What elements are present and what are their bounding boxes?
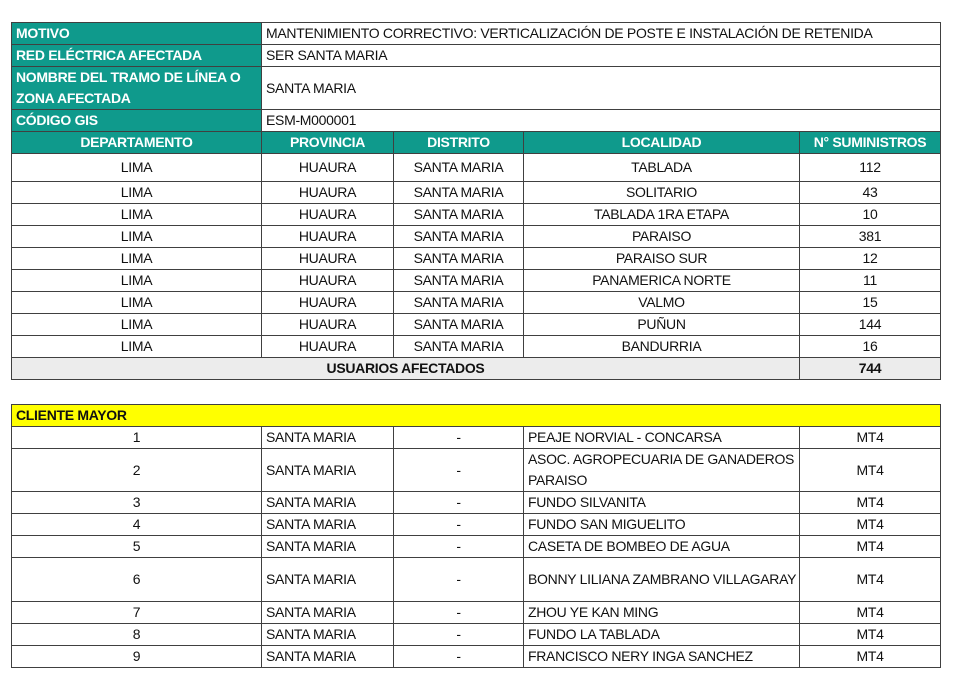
cell-distrito[interactable]: SANTA MARIA <box>394 270 524 292</box>
cell-departamento[interactable]: LIMA <box>12 314 262 336</box>
cell-departamento[interactable]: LIMA <box>12 182 262 204</box>
cell-localidad[interactable]: TABLADA <box>524 154 800 182</box>
cliente-row <box>12 449 941 492</box>
cell-tipo[interactable]: MT4 <box>800 514 941 536</box>
gis-label: CÓDIGO GIS <box>12 110 262 132</box>
cell-number[interactable]: 4 <box>12 514 262 536</box>
cell-dash[interactable]: - <box>394 492 524 514</box>
cell-dash[interactable]: - <box>394 514 524 536</box>
cell-localidad[interactable]: PANAMERICA NORTE <box>524 270 800 292</box>
cell-departamento[interactable]: LIMA <box>12 336 262 358</box>
spacer <box>11 380 940 404</box>
cell-departamento[interactable]: LIMA <box>12 204 262 226</box>
cell-distrito[interactable]: SANTA MARIA <box>394 182 524 204</box>
cell-tipo[interactable]: MT4 <box>800 602 941 624</box>
cliente-row <box>12 646 941 668</box>
cell-suministros[interactable]: 43 <box>800 182 941 204</box>
cell-localidad[interactable]: SOLITARIO <box>524 182 800 204</box>
cell-provincia[interactable]: HUAURA <box>262 314 394 336</box>
info-table <box>11 22 941 380</box>
cell-departamento[interactable]: LIMA <box>12 154 262 182</box>
cell-distrito[interactable]: SANTA MARIA <box>262 492 394 514</box>
cell-distrito[interactable]: SANTA MARIA <box>262 624 394 646</box>
cell-provincia[interactable]: HUAURA <box>262 270 394 292</box>
cell-provincia[interactable]: HUAURA <box>262 336 394 358</box>
cell-number[interactable]: 2 <box>12 449 262 492</box>
total-row <box>12 358 941 380</box>
header-distrito: DISTRITO <box>394 132 524 154</box>
table-row <box>12 314 941 336</box>
table-row <box>12 336 941 358</box>
header-localidad: LOCALIDAD <box>524 132 800 154</box>
header-departamento: DEPARTAMENTO <box>12 132 262 154</box>
red-row <box>12 45 941 67</box>
cell-tipo[interactable]: MT4 <box>800 624 941 646</box>
cell-distrito[interactable]: SANTA MARIA <box>394 204 524 226</box>
table-row <box>12 182 941 204</box>
cliente-row <box>12 558 941 602</box>
cell-distrito[interactable]: SANTA MARIA <box>262 514 394 536</box>
cell-distrito[interactable]: SANTA MARIA <box>394 154 524 182</box>
cell-provincia[interactable]: HUAURA <box>262 226 394 248</box>
cell-number[interactable]: 1 <box>12 427 262 449</box>
cell-departamento[interactable]: LIMA <box>12 248 262 270</box>
cell-provincia[interactable]: HUAURA <box>262 248 394 270</box>
cell-suministros[interactable]: 10 <box>800 204 941 226</box>
table-row <box>12 204 941 226</box>
cell-localidad[interactable]: PUÑUN <box>524 314 800 336</box>
cell-provincia[interactable]: HUAURA <box>262 292 394 314</box>
cell-localidad[interactable]: TABLADA 1RA ETAPA <box>524 204 800 226</box>
cell-dash[interactable]: - <box>394 624 524 646</box>
total-value[interactable]: 744 <box>800 358 941 380</box>
table-row <box>12 292 941 314</box>
cell-number[interactable]: 7 <box>12 602 262 624</box>
spreadsheet <box>11 22 940 668</box>
cell-distrito[interactable]: SANTA MARIA <box>262 427 394 449</box>
cell-dash[interactable]: - <box>394 558 524 602</box>
tramo-label: NOMBRE DEL TRAMO DE LÍNEA O ZONA AFECTADA <box>12 67 262 110</box>
cell-number[interactable]: 3 <box>12 492 262 514</box>
cell-localidad[interactable]: PARAISO <box>524 226 800 248</box>
cell-tipo[interactable]: MT4 <box>800 558 941 602</box>
cell-suministros[interactable]: 11 <box>800 270 941 292</box>
header-row <box>12 132 941 154</box>
cliente-row <box>12 427 941 449</box>
cell-number[interactable]: 6 <box>12 558 262 602</box>
cell-tipo[interactable]: MT4 <box>800 646 941 668</box>
cliente-row <box>12 624 941 646</box>
cell-client-name[interactable]: FRANCISCO NERY INGA SANCHEZ <box>524 646 800 668</box>
table-row <box>12 154 941 182</box>
cell-distrito[interactable]: SANTA MARIA <box>262 602 394 624</box>
cell-distrito[interactable]: SANTA MARIA <box>394 292 524 314</box>
cliente-mayor-title: CLIENTE MAYOR <box>12 405 941 427</box>
cell-client-name[interactable]: FUNDO SAN MIGUELITO <box>524 514 800 536</box>
cell-localidad[interactable]: PARAISO SUR <box>524 248 800 270</box>
cell-dash[interactable]: - <box>394 646 524 668</box>
cell-client-name[interactable]: ZHOU YE KAN MING <box>524 602 800 624</box>
cell-tipo[interactable]: MT4 <box>800 427 941 449</box>
cliente-row <box>12 514 941 536</box>
cell-tipo[interactable]: MT4 <box>800 449 941 492</box>
cell-localidad[interactable]: VALMO <box>524 292 800 314</box>
gis-row <box>12 110 941 132</box>
cell-client-name[interactable]: BONNY LILIANA ZAMBRANO VILLAGARAY <box>524 558 800 602</box>
cell-departamento[interactable]: LIMA <box>12 226 262 248</box>
cell-dash[interactable]: - <box>394 536 524 558</box>
cliente-mayor-title-row <box>12 405 941 427</box>
cell-distrito[interactable]: SANTA MARIA <box>262 449 394 492</box>
gis-value[interactable]: ESM-M000001 <box>262 110 941 132</box>
header-provincia: PROVINCIA <box>262 132 394 154</box>
cell-distrito[interactable]: SANTA MARIA <box>394 226 524 248</box>
cliente-row <box>12 492 941 514</box>
cell-client-name[interactable]: FUNDO LA TABLADA <box>524 624 800 646</box>
cell-distrito[interactable]: SANTA MARIA <box>394 314 524 336</box>
cell-provincia[interactable]: HUAURA <box>262 182 394 204</box>
cell-dash[interactable]: - <box>394 449 524 492</box>
red-value[interactable]: SER SANTA MARIA <box>262 45 941 67</box>
table-row <box>12 248 941 270</box>
cell-number[interactable]: 9 <box>12 646 262 668</box>
cell-suministros[interactable]: 15 <box>800 292 941 314</box>
cell-tipo[interactable]: MT4 <box>800 536 941 558</box>
cell-number[interactable]: 8 <box>12 624 262 646</box>
cell-suministros[interactable]: 112 <box>800 154 941 182</box>
motivo-row <box>12 23 941 45</box>
cell-distrito[interactable]: SANTA MARIA <box>394 248 524 270</box>
cell-suministros[interactable]: 16 <box>800 336 941 358</box>
cell-number[interactable]: 5 <box>12 536 262 558</box>
tramo-row <box>12 67 941 110</box>
cell-distrito[interactable]: SANTA MARIA <box>262 558 394 602</box>
cell-client-name[interactable]: ASOC. AGROPECUARIA DE GANADEROS PARAISO <box>524 449 800 492</box>
cell-suministros[interactable]: 381 <box>800 226 941 248</box>
cell-distrito[interactable]: SANTA MARIA <box>394 336 524 358</box>
cell-dash[interactable]: - <box>394 427 524 449</box>
red-label: RED ELÉCTRICA AFECTADA <box>12 45 262 67</box>
cell-distrito[interactable]: SANTA MARIA <box>262 646 394 668</box>
cell-client-name[interactable]: CASETA DE BOMBEO DE AGUA <box>524 536 800 558</box>
cell-tipo[interactable]: MT4 <box>800 492 941 514</box>
cliente-row <box>12 536 941 558</box>
cell-provincia[interactable]: HUAURA <box>262 154 394 182</box>
header-suministros: N° SUMINISTROS <box>800 132 941 154</box>
cell-distrito[interactable]: SANTA MARIA <box>262 536 394 558</box>
cell-dash[interactable]: - <box>394 602 524 624</box>
cell-suministros[interactable]: 144 <box>800 314 941 336</box>
cliente-row <box>12 602 941 624</box>
cliente-mayor-table <box>11 404 941 668</box>
cell-suministros[interactable]: 12 <box>800 248 941 270</box>
cell-client-name[interactable]: FUNDO SILVANITA <box>524 492 800 514</box>
cell-client-name[interactable]: PEAJE NORVIAL - CONCARSA <box>524 427 800 449</box>
table-row <box>12 226 941 248</box>
motivo-value[interactable]: MANTENIMIENTO CORRECTIVO: VERTICALIZACIÓN DE POSTE E INSTALACIÓN DE RETENIDA <box>262 23 941 45</box>
cell-departamento[interactable]: LIMA <box>12 270 262 292</box>
cell-provincia[interactable]: HUAURA <box>262 204 394 226</box>
cell-localidad[interactable]: BANDURRIA <box>524 336 800 358</box>
tramo-value[interactable]: SANTA MARIA <box>262 67 941 110</box>
total-label: USUARIOS AFECTADOS <box>12 358 800 380</box>
motivo-label: MOTIVO <box>12 23 262 45</box>
cell-departamento[interactable]: LIMA <box>12 292 262 314</box>
table-row <box>12 270 941 292</box>
